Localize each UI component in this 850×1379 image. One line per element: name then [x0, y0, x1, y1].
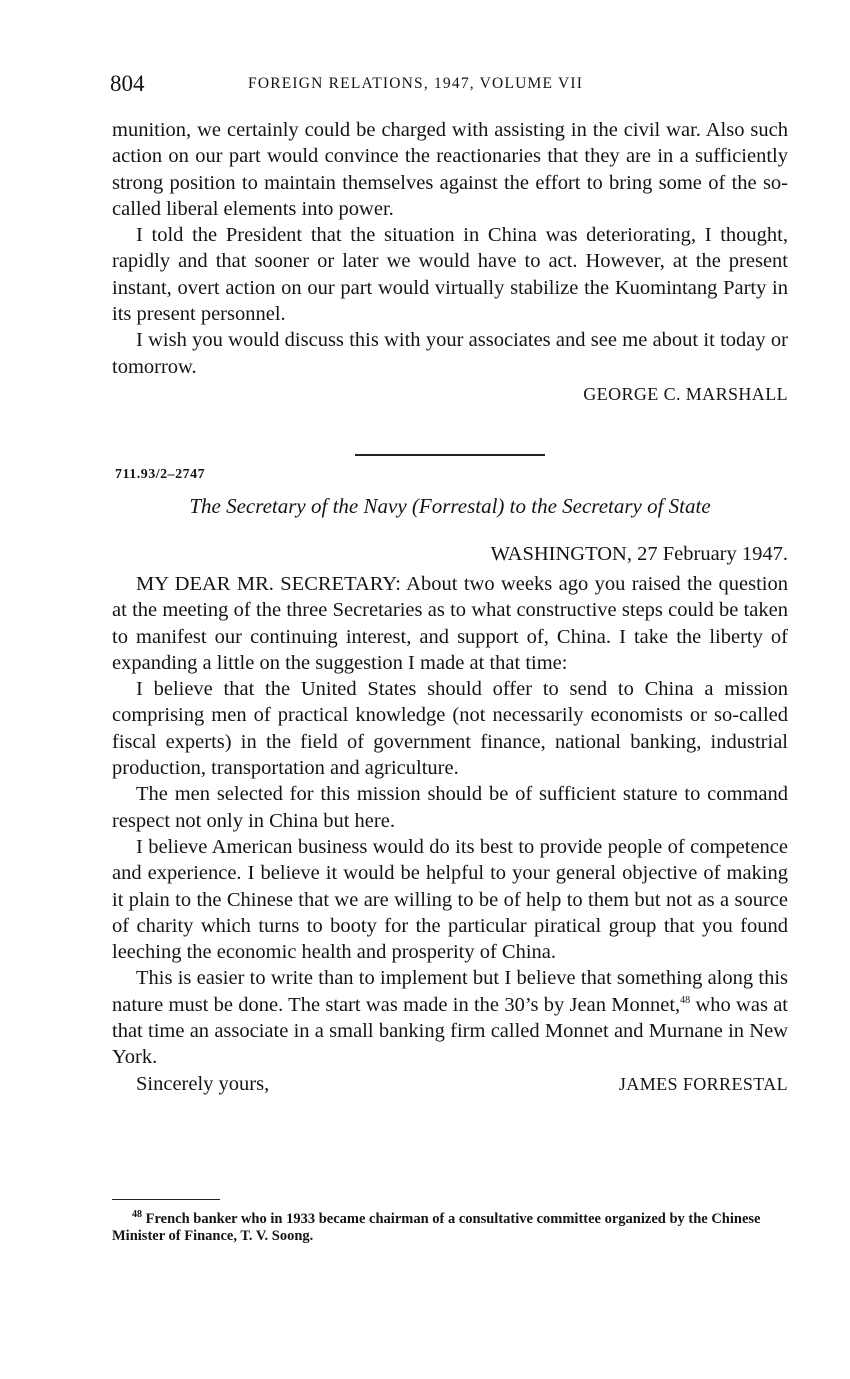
complimentary-close: Sincerely yours,	[136, 1072, 270, 1095]
footnote-text: French banker who in 1933 became chairman of a consultative committee organized by the Chinese Minister of Finance, T. V. Soong.	[112, 1211, 761, 1244]
paragraph: The men selected for this mission should be of sufficient stature to command respect not only in China but here.	[112, 783, 788, 832]
paragraph-text: who was at that time an associate in a small banking firm called Monnet and Murnane in New York.	[112, 993, 789, 1069]
footnote-number: 48	[132, 1209, 142, 1221]
paragraph: munition, we certainly could be charged with assisting in the civil war. Also such action on our part would convince the reactionaries that they are in a sufficiently strong position to maintain themselves against the effort to bring some of the so-called liberal elements into power.	[112, 119, 788, 220]
footnote-divider	[112, 1199, 220, 1200]
paragraph-text: About two weeks ago you raised the question at the meeting of the three Secretaries as to what constructive steps could be taken to manifest our continuing interest, and support of, China. I take the liberty of expanding a little on the suggestion I made at that time:	[112, 573, 788, 674]
dateline: WASHINGTON, 27 February 1947.	[490, 543, 788, 565]
footnote-reference[interactable]: 48	[680, 994, 691, 1006]
page-number: 804	[110, 71, 145, 96]
page-header	[110, 71, 790, 101]
file-number: 711.93/2–2747	[115, 467, 206, 482]
paragraph	[112, 571, 788, 676]
salutation: MY DEAR MR. SECRETARY:	[136, 573, 401, 595]
paragraph: I wish you would discuss this with your associates and see me about it today or tomorrow.	[112, 329, 788, 378]
paragraph: I believe that the United States should offer to send to China a mission comprising men of practical knowledge (not necessarily economists or so-called fiscal experts) in the field of government finance, national banking, industrial production, transportation and agriculture.	[112, 678, 788, 780]
signature-forrestal: JAMES FORRESTAL	[618, 1073, 788, 1094]
document-heading: The Secretary of the Navy (Forrestal) to the Secretary of State	[189, 494, 711, 518]
paragraph	[112, 965, 788, 1070]
paragraph: I believe American business would do its best to provide people of competence and experience. I believe it would be helpful to your general objective of making it plain to the Chinese that we are willing to be of help to them but not as a source of charity which turns to booty for the particular piratical group that you found leeching the economic health and prosperity of China.	[112, 835, 788, 964]
running-head: FOREIGN RELATIONS, 1947, VOLUME VII	[248, 75, 584, 92]
section-divider	[355, 454, 545, 456]
paragraph-text: This is easier to write than to implement but I believe that something along this nature must be done. The start was made in the 30’s by Jean Monnet,	[112, 967, 788, 1016]
forrestal-letter-body	[112, 571, 788, 1097]
paragraph: I told the President that the situation in China was deteriorating, I thought, rapidly and that sooner or later we would have to act. However, at the present instant, overt action on our part would virtually stabilize the Kuomintang Party in its present personnel.	[112, 224, 788, 326]
signature-marshall: GEORGE C. MARSHALL	[583, 383, 788, 404]
footnote	[112, 1211, 792, 1245]
closing-line	[112, 1071, 788, 1097]
marshall-letter-continuation	[112, 117, 788, 407]
